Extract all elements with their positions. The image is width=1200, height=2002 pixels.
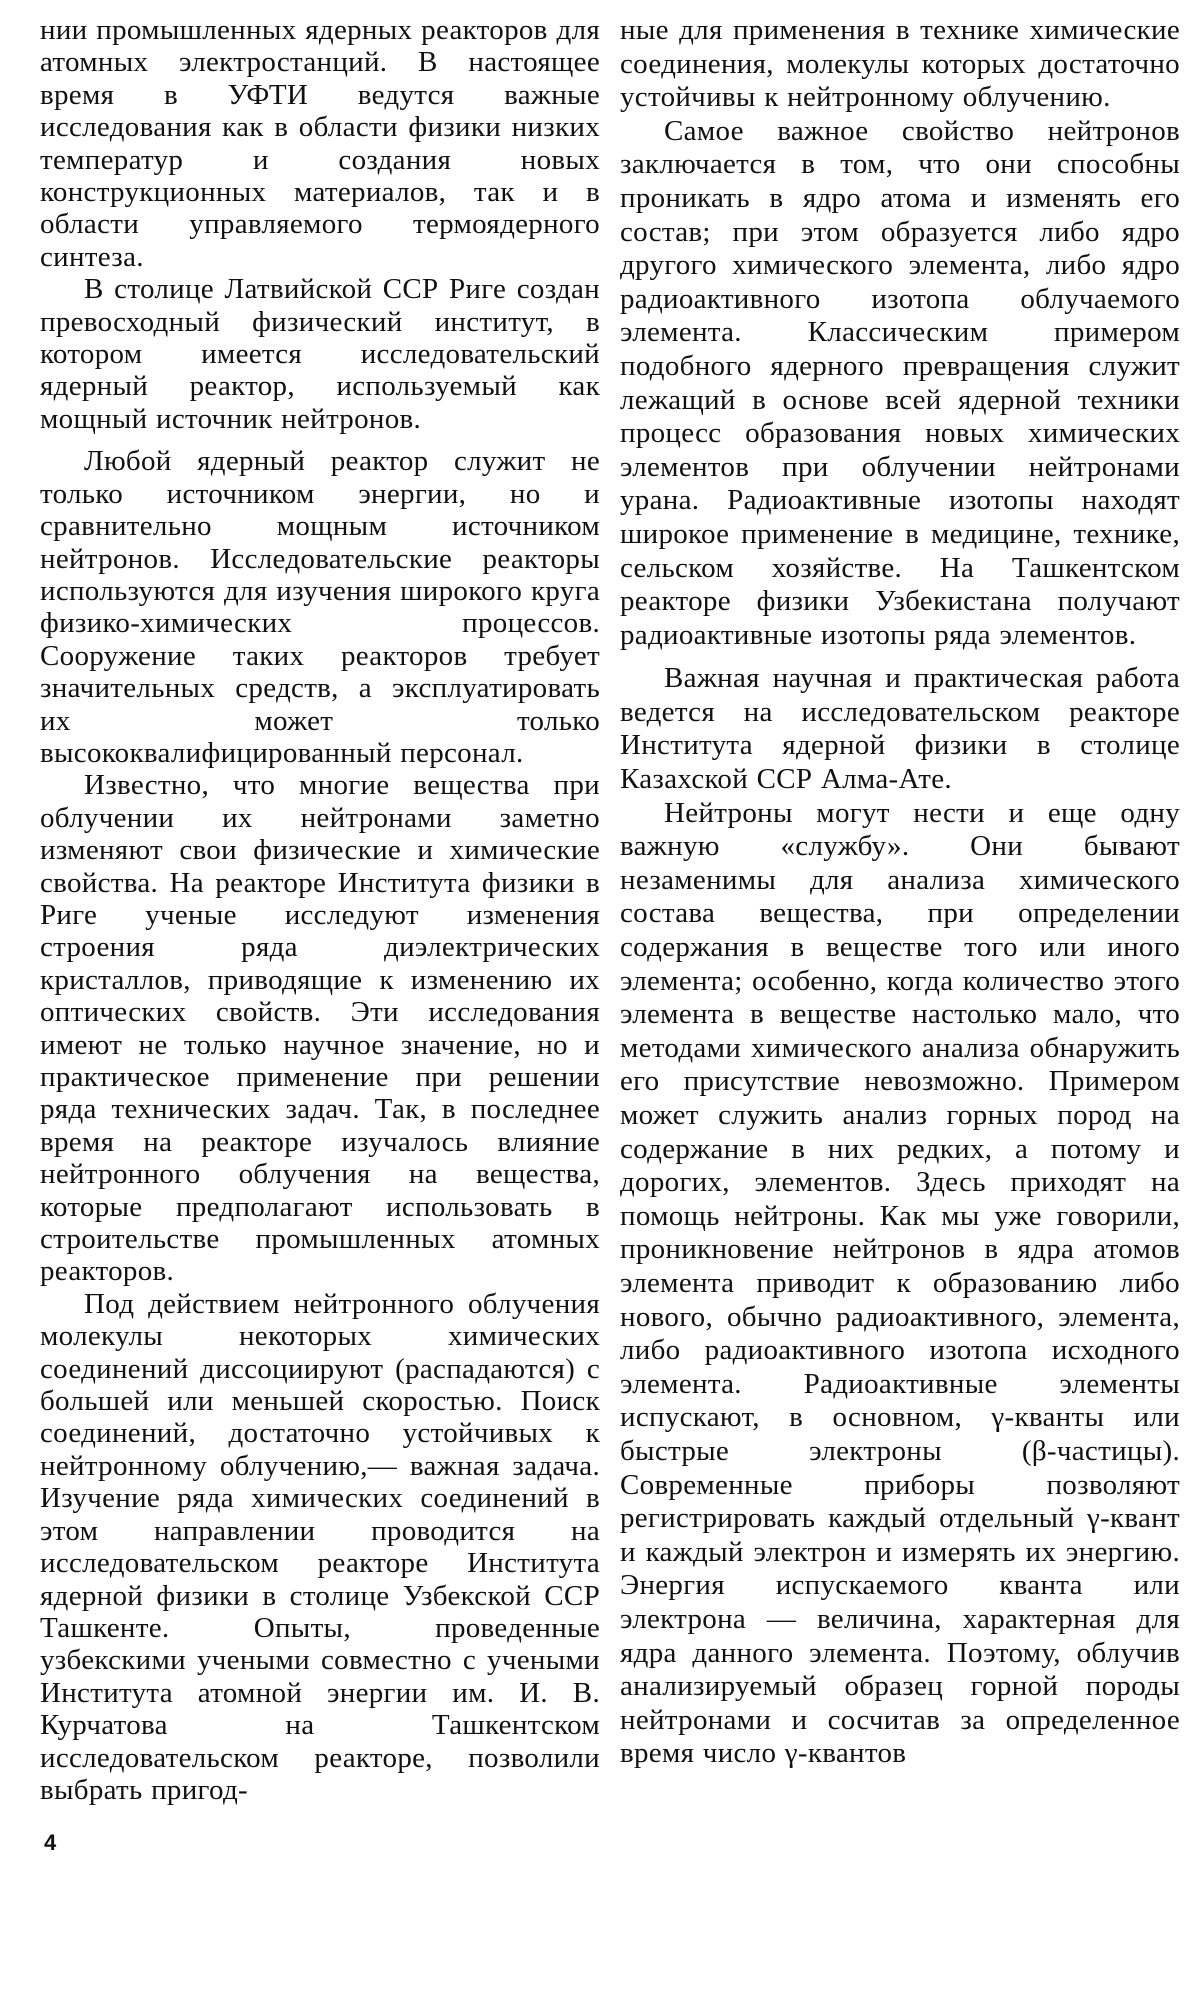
paragraph-chemical-compounds: ные для применения в технике химические соединения, молекулы которых достаточно устойчивы к нейтронному облучению. xyxy=(620,14,1180,114)
paragraph-reactors-ufti: нии промышленных ядерных реакторов для атомных электростанций. В настоящее время в УФТИ ведутся важные исследования как в области физики низких температур и создания новых конструкционных материалов, так и в области управляемого термоядерного синтеза. xyxy=(40,14,600,273)
paragraph-irradiation-properties: Известно, что многие вещества при облучении их нейтронами заметно изменяют свои физические и химические свойства. На реакторе Института физики в Риге ученые исследуют изменения строения ряда диэлектрических кристаллов, приводящие к изменению их оптических свойств. Эти исследования имеют не только научное значение, но и практическое применение при решении ряда технических задач. Так, в последнее время на реакторе изучалось влияние нейтронного облучения на вещества, которые предполагают использовать в строительстве промышленных атомных реакторов. xyxy=(40,769,600,1288)
paragraph-research-reactors: Любой ядерный реактор служит не только источником энергии, но и сравнительно мощным источником нейтронов. Исследовательские реакторы используются для изучения широкого круга физико-химических процессов. Сооружение таких реакторов требует значительных средств, а эксплуатировать их может только высококвалифицированный персонал. xyxy=(40,445,600,769)
paragraph-alma-ata: Важная научная и практическая работа ведется на исследовательском реакторе Института ядерной физики в столице Казахской ССР Алма-Ате. xyxy=(620,662,1180,796)
page-number: 4 xyxy=(44,1830,57,1855)
right-text-column xyxy=(620,14,1180,1771)
paragraph-molecule-dissociation: Под действием нейтронного облучения молекулы некоторых химических соединений диссоциируют (распадаются) с большей или меньшей скоростью. Поиск соединений, достаточно устойчивых к нейтронному облучению,— важная задача. Изучение ряда химических соединений в этом направлении проводится на исследовательском реакторе Института ядерной физики в столице Узбекской ССР Ташкенте. Опыты, проведенные узбекскими учеными совместно с учеными Института атомной энергии им. И. В. Курчатова на Ташкентском исследовательском реакторе, позволили выбрать пригод- xyxy=(40,1287,600,1806)
paragraph-riga-institute: В столице Латвийской ССР Риге создан превосходный физический институт, в котором имеется исследовательский ядерный реактор, используемый как мощный источник нейтронов. xyxy=(40,273,600,435)
left-text-column xyxy=(40,14,600,1806)
paragraph-neutron-property: Самое важное свойство нейтронов заключается в том, что они способны проникать в ядро атома и изменять его состав; при этом образуется либо ядро другого химического элемента, либо ядро радиоактивного изотопа облучаемого элемента. Классическим примером подобного ядерного превращения служит лежащий в основе всей ядерной техники процесс образования новых химических элементов при облучении нейтронами урана. Радиоактивные изотопы находят широкое применение в медицине, технике, сельском хозяйстве. На Ташкентском реакторе физики Узбекистана получают радиоактивные изотопы ряда элементов. xyxy=(620,114,1180,651)
paragraph-neutron-analysis: Нейтроны могут нести и еще одну важную «службу». Они бывают незаменимы для анализа химического состава вещества, при определении содержания в веществе того или иного элемента; особенно, когда количество этого элемента в веществе настолько мало, что методами химического анализа обнаружить его присутствие невозможно. Примером может служить анализ горных пород на содержание в них редких, а потому и дорогих, элементов. Здесь приходят на помощь нейтроны. Как мы уже говорили, проникновение нейтронов в ядра атомов элемента приводит к образованию либо нового, обычно радиоактивного, элемента, либо радиоактивного изотопа исходного элемента. Радиоактивные элементы испускают, в основном, γ-кванты или быстрые электроны (β-частицы). Современные приборы позволяют регистрировать каждый отдельный γ-квант и каждый электрон и измерять их энергию. Энергия испускаемого кванта или электрона — величина, характерная для ядра данного элемента. Поэтому, облучив анализируемый образец горной породы нейтронами и сосчитав за определенное время число γ-квантов xyxy=(620,796,1180,1770)
